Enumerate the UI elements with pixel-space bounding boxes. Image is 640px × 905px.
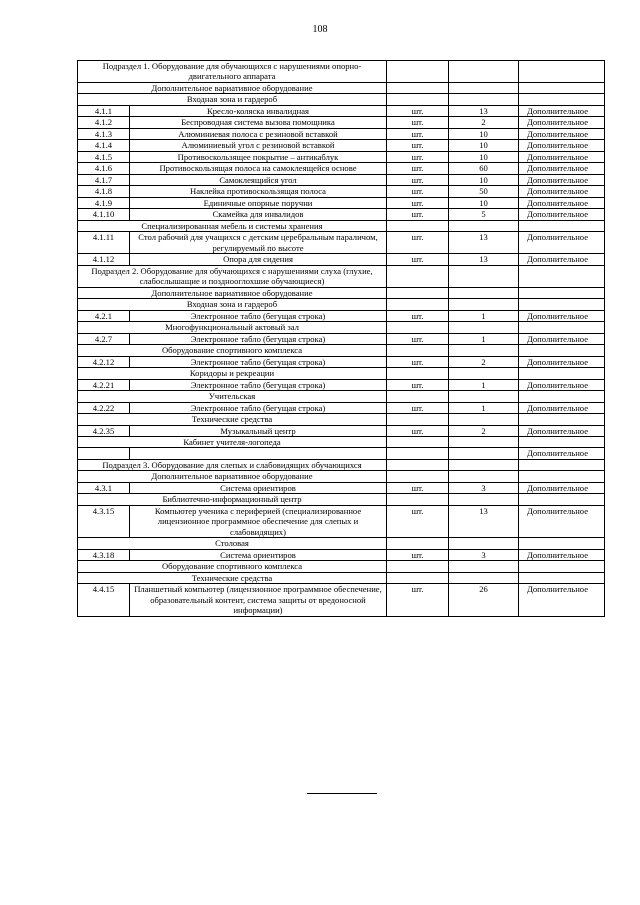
table-row bbox=[78, 209, 605, 220]
item-note: Дополнительное bbox=[519, 505, 605, 537]
empty-cell bbox=[449, 287, 519, 298]
group-header-row bbox=[78, 471, 605, 482]
empty-cell bbox=[519, 345, 605, 356]
item-note: Дополнительное bbox=[519, 402, 605, 413]
group-header-row bbox=[78, 368, 605, 379]
table-row bbox=[78, 505, 605, 537]
group-title: Дополнительное вариативное оборудование bbox=[78, 287, 387, 298]
item-number: 4.1.10 bbox=[78, 209, 130, 220]
item-quantity bbox=[449, 448, 519, 459]
empty-cell bbox=[449, 494, 519, 505]
empty-cell bbox=[519, 61, 605, 83]
item-note: Дополнительное bbox=[519, 310, 605, 321]
item-note: Дополнительное bbox=[519, 163, 605, 174]
item-note: Дополнительное bbox=[519, 232, 605, 254]
item-name: Алюминиевый угол с резиновой вставкой bbox=[130, 140, 387, 151]
item-unit: шт. bbox=[387, 232, 449, 254]
empty-cell bbox=[449, 345, 519, 356]
empty-cell bbox=[449, 459, 519, 470]
empty-cell bbox=[449, 436, 519, 447]
group-header-row bbox=[78, 322, 605, 333]
item-name: Компьютер ученика с периферией (специализированное лицензионное программное обеспечение для слепых и слабовидящих) bbox=[130, 505, 387, 537]
empty-cell bbox=[519, 436, 605, 447]
item-name: Кресло-коляска инвалидная bbox=[130, 105, 387, 116]
empty-cell bbox=[387, 538, 449, 549]
empty-cell bbox=[449, 538, 519, 549]
empty-cell bbox=[449, 368, 519, 379]
table-row bbox=[78, 584, 605, 616]
empty-cell bbox=[449, 299, 519, 310]
item-quantity: 10 bbox=[449, 174, 519, 185]
table-row bbox=[78, 186, 605, 197]
table-row bbox=[78, 128, 605, 139]
table-row bbox=[78, 117, 605, 128]
empty-cell bbox=[519, 299, 605, 310]
empty-cell bbox=[519, 287, 605, 298]
empty-cell bbox=[387, 391, 449, 402]
item-note: Дополнительное bbox=[519, 356, 605, 367]
group-title: Технические средства bbox=[78, 572, 387, 583]
item-unit: шт. bbox=[387, 584, 449, 616]
group-title: Столовая bbox=[78, 538, 387, 549]
group-title: Библиотечно-информационный центр bbox=[78, 494, 387, 505]
item-name: Стол рабочий для учащихся с детским церебральным параличом, регулируемый по высоте bbox=[130, 232, 387, 254]
item-name: Электронное табло (бегущая строка) bbox=[130, 356, 387, 367]
empty-cell bbox=[387, 299, 449, 310]
table-row bbox=[78, 105, 605, 116]
subsection-row bbox=[78, 61, 605, 83]
item-unit bbox=[387, 448, 449, 459]
item-note: Дополнительное bbox=[519, 448, 605, 459]
item-number: 4.1.3 bbox=[78, 128, 130, 139]
empty-cell bbox=[449, 265, 519, 287]
empty-cell bbox=[449, 322, 519, 333]
empty-cell bbox=[519, 220, 605, 231]
item-unit: шт. bbox=[387, 186, 449, 197]
group-title: Коридоры и рекреации bbox=[78, 368, 387, 379]
table-row bbox=[78, 254, 605, 265]
item-number: 4.1.4 bbox=[78, 140, 130, 151]
empty-cell bbox=[519, 265, 605, 287]
table-row bbox=[78, 163, 605, 174]
group-title: Входная зона и гардероб bbox=[78, 94, 387, 105]
empty-cell bbox=[449, 561, 519, 572]
empty-cell bbox=[449, 61, 519, 83]
group-header-row bbox=[78, 391, 605, 402]
empty-cell bbox=[387, 414, 449, 425]
empty-cell bbox=[387, 471, 449, 482]
group-header-row bbox=[78, 538, 605, 549]
item-quantity: 2 bbox=[449, 356, 519, 367]
item-quantity: 13 bbox=[449, 232, 519, 254]
item-quantity: 10 bbox=[449, 140, 519, 151]
item-quantity: 60 bbox=[449, 163, 519, 174]
item-name: Электронное табло (бегущая строка) bbox=[130, 402, 387, 413]
table-row bbox=[78, 356, 605, 367]
group-header-row bbox=[78, 414, 605, 425]
item-quantity: 3 bbox=[449, 549, 519, 560]
item-number: 4.4.15 bbox=[78, 584, 130, 616]
empty-cell bbox=[387, 94, 449, 105]
item-note: Дополнительное bbox=[519, 197, 605, 208]
subsection-row bbox=[78, 459, 605, 470]
group-title: Учительская bbox=[78, 391, 387, 402]
item-number: 4.1.7 bbox=[78, 174, 130, 185]
group-title: Дополнительное вариативное оборудование bbox=[78, 471, 387, 482]
item-quantity: 1 bbox=[449, 379, 519, 390]
table-body bbox=[78, 61, 605, 617]
group-title: Многофункциональный актовый зал bbox=[78, 322, 387, 333]
item-unit: шт. bbox=[387, 174, 449, 185]
empty-cell bbox=[387, 561, 449, 572]
group-header-row bbox=[78, 494, 605, 505]
empty-cell bbox=[519, 538, 605, 549]
group-header-row bbox=[78, 220, 605, 231]
group-title: Оборудование спортивного комплекса bbox=[78, 345, 387, 356]
item-quantity: 50 bbox=[449, 186, 519, 197]
empty-cell bbox=[387, 82, 449, 93]
group-header-row bbox=[78, 94, 605, 105]
item-name: Единичные опорные поручни bbox=[130, 197, 387, 208]
item-unit: шт. bbox=[387, 197, 449, 208]
empty-cell bbox=[449, 391, 519, 402]
item-note: Дополнительное bbox=[519, 333, 605, 344]
empty-cell bbox=[519, 391, 605, 402]
item-unit: шт. bbox=[387, 105, 449, 116]
empty-cell bbox=[387, 220, 449, 231]
footer-line bbox=[307, 793, 377, 794]
table-row bbox=[78, 151, 605, 162]
table-row bbox=[78, 402, 605, 413]
table-row bbox=[78, 310, 605, 321]
table-row bbox=[78, 232, 605, 254]
item-unit: шт. bbox=[387, 209, 449, 220]
item-note: Дополнительное bbox=[519, 105, 605, 116]
table-row bbox=[78, 448, 605, 459]
item-unit: шт. bbox=[387, 254, 449, 265]
item-quantity: 1 bbox=[449, 402, 519, 413]
group-title: Кабинет учителя-логопеда bbox=[78, 436, 387, 447]
item-quantity: 13 bbox=[449, 254, 519, 265]
item-unit: шт. bbox=[387, 140, 449, 151]
item-unit: шт. bbox=[387, 117, 449, 128]
table-row bbox=[78, 482, 605, 493]
group-header-row bbox=[78, 572, 605, 583]
empty-cell bbox=[519, 414, 605, 425]
item-number: 4.1.1 bbox=[78, 105, 130, 116]
empty-cell bbox=[387, 494, 449, 505]
empty-cell bbox=[449, 572, 519, 583]
item-quantity: 3 bbox=[449, 482, 519, 493]
empty-cell bbox=[387, 368, 449, 379]
empty-cell bbox=[387, 572, 449, 583]
item-name: Система ориентиров bbox=[130, 549, 387, 560]
item-unit: шт. bbox=[387, 379, 449, 390]
item-quantity: 2 bbox=[449, 425, 519, 436]
item-name: Планшетный компьютер (лицензионное программное обеспечение, образовательный контент, система защиты от вредоносной информации) bbox=[130, 584, 387, 616]
group-header-row bbox=[78, 299, 605, 310]
item-name: Алюминиевая полоса с резиновой вставкой bbox=[130, 128, 387, 139]
item-unit: шт. bbox=[387, 425, 449, 436]
group-header-row bbox=[78, 82, 605, 93]
empty-cell bbox=[387, 61, 449, 83]
empty-cell bbox=[449, 94, 519, 105]
item-name: Самоклеящийся угол bbox=[130, 174, 387, 185]
item-number: 4.1.11 bbox=[78, 232, 130, 254]
item-quantity: 26 bbox=[449, 584, 519, 616]
equipment-table bbox=[77, 60, 605, 617]
item-unit: шт. bbox=[387, 505, 449, 537]
item-note: Дополнительное bbox=[519, 584, 605, 616]
item-note: Дополнительное bbox=[519, 482, 605, 493]
empty-cell bbox=[387, 265, 449, 287]
item-quantity: 5 bbox=[449, 209, 519, 220]
subsection-title: Подраздел 1. Оборудование для обучающихся с нарушениями опорно-двигательного аппарата bbox=[78, 61, 387, 83]
item-number: 4.3.18 bbox=[78, 549, 130, 560]
group-title: Специализированная мебель и системы хранения bbox=[78, 220, 387, 231]
empty-cell bbox=[519, 471, 605, 482]
item-number: 4.1.6 bbox=[78, 163, 130, 174]
group-title: Дополнительное вариативное оборудование bbox=[78, 82, 387, 93]
table-row bbox=[78, 549, 605, 560]
empty-cell bbox=[387, 436, 449, 447]
table-row bbox=[78, 425, 605, 436]
empty-cell bbox=[387, 345, 449, 356]
item-number: 4.1.12 bbox=[78, 254, 130, 265]
item-quantity: 1 bbox=[449, 333, 519, 344]
item-name: Наклейка противоскользящая полоса bbox=[130, 186, 387, 197]
table-row bbox=[78, 140, 605, 151]
item-unit: шт. bbox=[387, 310, 449, 321]
item-name: Электронное табло (бегущая строка) bbox=[130, 333, 387, 344]
item-note: Дополнительное bbox=[519, 151, 605, 162]
empty-cell bbox=[519, 572, 605, 583]
item-number: 4.2.7 bbox=[78, 333, 130, 344]
item-unit: шт. bbox=[387, 356, 449, 367]
group-header-row bbox=[78, 345, 605, 356]
item-number: 4.1.5 bbox=[78, 151, 130, 162]
group-title: Оборудование спортивного комплекса bbox=[78, 561, 387, 572]
group-header-row bbox=[78, 561, 605, 572]
subsection-title: Подраздел 2. Оборудование для обучающихся с нарушениями слуха (глухие, слабослышащие и позднооглохшие обучающиеся) bbox=[78, 265, 387, 287]
item-number: 4.2.1 bbox=[78, 310, 130, 321]
empty-cell bbox=[449, 471, 519, 482]
empty-cell bbox=[519, 368, 605, 379]
item-note: Дополнительное bbox=[519, 128, 605, 139]
item-note: Дополнительное bbox=[519, 379, 605, 390]
item-name: Беспроводная система вызова помощника bbox=[130, 117, 387, 128]
subsection-title: Подраздел 3. Оборудование для слепых и слабовидящих обучающихся bbox=[78, 459, 387, 470]
table-row bbox=[78, 379, 605, 390]
page-number: 108 bbox=[312, 24, 328, 35]
item-quantity: 2 bbox=[449, 117, 519, 128]
item-name: Музыкальный центр bbox=[130, 425, 387, 436]
empty-cell bbox=[449, 220, 519, 231]
item-name: Система ориентиров bbox=[130, 482, 387, 493]
group-header-row bbox=[78, 436, 605, 447]
item-number: 4.3.1 bbox=[78, 482, 130, 493]
item-quantity: 10 bbox=[449, 151, 519, 162]
empty-cell bbox=[519, 561, 605, 572]
item-quantity: 10 bbox=[449, 128, 519, 139]
empty-cell bbox=[387, 287, 449, 298]
empty-cell bbox=[519, 94, 605, 105]
item-unit: шт. bbox=[387, 128, 449, 139]
item-note: Дополнительное bbox=[519, 140, 605, 151]
item-note: Дополнительное bbox=[519, 549, 605, 560]
item-number bbox=[78, 448, 130, 459]
item-number: 4.2.12 bbox=[78, 356, 130, 367]
item-name: Скамейка для инвалидов bbox=[130, 209, 387, 220]
subsection-row bbox=[78, 265, 605, 287]
item-unit: шт. bbox=[387, 151, 449, 162]
empty-cell bbox=[387, 322, 449, 333]
table-row bbox=[78, 197, 605, 208]
item-number: 4.1.9 bbox=[78, 197, 130, 208]
item-number: 4.2.21 bbox=[78, 379, 130, 390]
table-row bbox=[78, 333, 605, 344]
item-unit: шт. bbox=[387, 333, 449, 344]
item-number: 4.1.8 bbox=[78, 186, 130, 197]
empty-cell bbox=[387, 459, 449, 470]
empty-cell bbox=[449, 82, 519, 93]
item-unit: шт. bbox=[387, 482, 449, 493]
item-name: Противоскользящее покрытие – антикаблук bbox=[130, 151, 387, 162]
item-name: Электронное табло (бегущая строка) bbox=[130, 310, 387, 321]
item-quantity: 10 bbox=[449, 197, 519, 208]
empty-cell bbox=[519, 459, 605, 470]
item-number: 4.3.15 bbox=[78, 505, 130, 537]
item-note: Дополнительное bbox=[519, 174, 605, 185]
empty-cell bbox=[519, 494, 605, 505]
item-name: Опора для сидения bbox=[130, 254, 387, 265]
item-unit: шт. bbox=[387, 402, 449, 413]
item-unit: шт. bbox=[387, 549, 449, 560]
item-quantity: 13 bbox=[449, 505, 519, 537]
group-title: Входная зона и гардероб bbox=[78, 299, 387, 310]
item-note: Дополнительное bbox=[519, 117, 605, 128]
empty-cell bbox=[449, 414, 519, 425]
item-name: Электронное табло (бегущая строка) bbox=[130, 379, 387, 390]
item-number: 4.1.2 bbox=[78, 117, 130, 128]
group-header-row bbox=[78, 287, 605, 298]
item-quantity: 1 bbox=[449, 310, 519, 321]
item-note: Дополнительное bbox=[519, 209, 605, 220]
item-note: Дополнительное bbox=[519, 425, 605, 436]
empty-cell bbox=[519, 82, 605, 93]
item-quantity: 13 bbox=[449, 105, 519, 116]
item-note: Дополнительное bbox=[519, 254, 605, 265]
empty-cell bbox=[519, 322, 605, 333]
item-name: Противоскользящая полоса на самоклеящейся основе bbox=[130, 163, 387, 174]
item-name bbox=[130, 448, 387, 459]
item-unit: шт. bbox=[387, 163, 449, 174]
table-row bbox=[78, 174, 605, 185]
item-number: 4.2.35 bbox=[78, 425, 130, 436]
item-note: Дополнительное bbox=[519, 186, 605, 197]
group-title: Технические средства bbox=[78, 414, 387, 425]
item-number: 4.2.22 bbox=[78, 402, 130, 413]
